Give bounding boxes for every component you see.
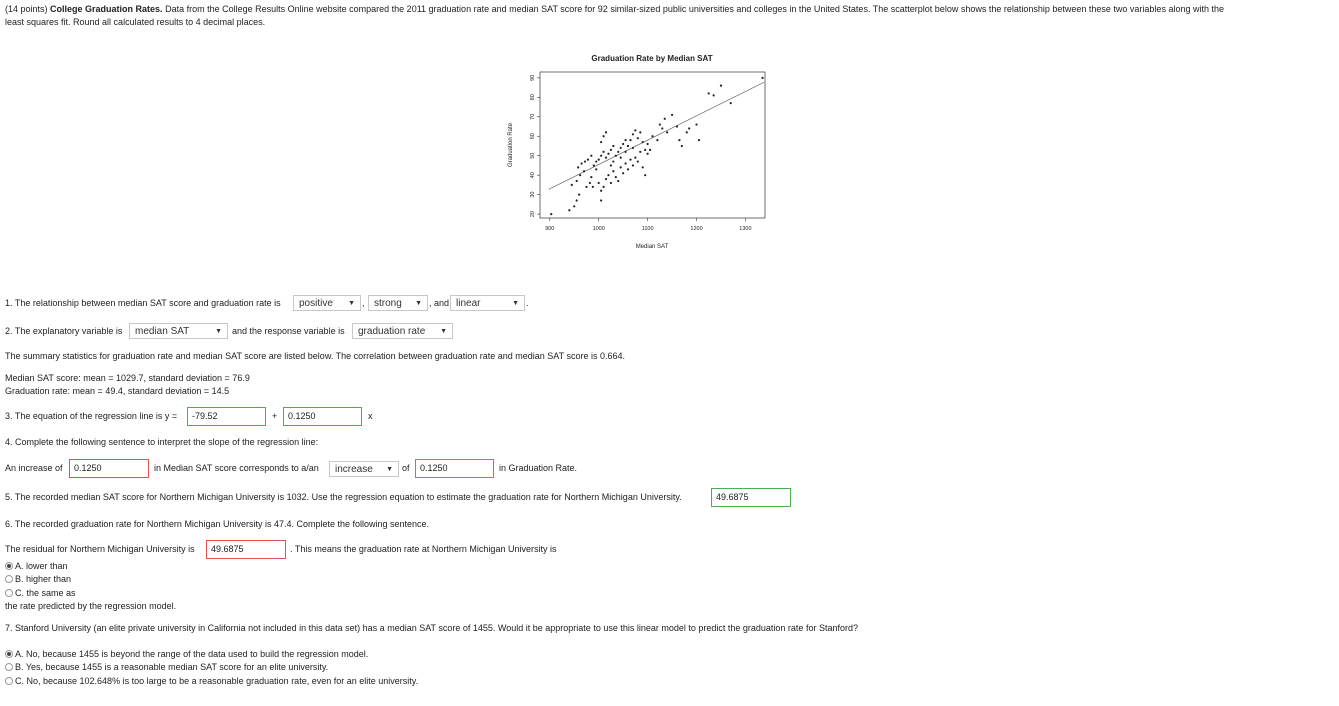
q6-option-a-radio[interactable] bbox=[5, 562, 13, 570]
data-point bbox=[730, 102, 732, 104]
x-tick-label: 900 bbox=[545, 226, 555, 232]
chevron-down-icon: ▼ bbox=[415, 300, 422, 307]
q4-increase-input[interactable]: 0.1250 bbox=[69, 459, 149, 478]
q1-strength-value: strong bbox=[374, 298, 402, 309]
data-point bbox=[615, 176, 617, 178]
data-point bbox=[629, 159, 631, 161]
q7-option-c-label[interactable]: C. No, because 102.648% is too large to be a reasonable graduation rate, even for an elite university. bbox=[15, 676, 419, 686]
problem-intro bbox=[5, 3, 1330, 29]
q2-explanatory-value: median SAT bbox=[135, 326, 190, 337]
q3-slope-input[interactable]: 0.1250 bbox=[283, 407, 362, 426]
q6-text-b: . This means the graduation rate at Northern Michigan University is bbox=[290, 544, 557, 554]
data-point bbox=[610, 182, 612, 184]
data-point bbox=[642, 166, 644, 168]
chevron-down-icon: ▼ bbox=[512, 300, 519, 307]
q1-form-select[interactable] bbox=[450, 295, 525, 311]
q1-strength-select[interactable] bbox=[368, 295, 428, 311]
data-point bbox=[607, 153, 609, 155]
data-point bbox=[584, 160, 586, 162]
data-point bbox=[593, 164, 595, 166]
x-tick-label: 1100 bbox=[641, 226, 654, 232]
q4-text-c: of bbox=[402, 463, 410, 473]
q7-prompt: 7. Stanford University (an elite private university in California not included in this data set) has a median SAT score of 1455. Would it be appropriate to use this linear model to predict the graduation rate for Stanford? bbox=[5, 623, 858, 633]
summary-grad: Graduation rate: mean = 49.4, standard deviation = 14.5 bbox=[5, 386, 230, 396]
data-point bbox=[720, 85, 722, 87]
data-point bbox=[587, 159, 589, 161]
q4-text-a: An increase of bbox=[5, 463, 63, 473]
data-point bbox=[612, 145, 614, 147]
q3-plus: + bbox=[272, 411, 278, 421]
q7-option-a-radio[interactable] bbox=[5, 650, 13, 658]
y-tick-label: 20 bbox=[530, 211, 536, 218]
data-point bbox=[612, 170, 614, 172]
data-point bbox=[577, 166, 579, 168]
q1-sep2: , and bbox=[429, 298, 450, 308]
data-point bbox=[676, 125, 678, 127]
data-point bbox=[617, 180, 619, 182]
data-point bbox=[624, 162, 626, 164]
data-point bbox=[580, 162, 582, 164]
chevron-down-icon: ▼ bbox=[348, 300, 355, 307]
data-point bbox=[642, 141, 644, 143]
problem-title: College Graduation Rates. bbox=[50, 4, 163, 14]
q2-explanatory-select[interactable] bbox=[129, 323, 228, 339]
data-point bbox=[602, 186, 604, 188]
q1-form-value: linear bbox=[456, 298, 481, 309]
data-point bbox=[627, 168, 629, 170]
data-point bbox=[571, 184, 573, 186]
q6-option-a-label[interactable]: A. lower than bbox=[15, 561, 68, 571]
data-point bbox=[550, 213, 552, 215]
data-point bbox=[649, 149, 651, 151]
data-point bbox=[644, 174, 646, 176]
data-point bbox=[622, 143, 624, 145]
q2-mid-text: and the response variable is bbox=[232, 326, 345, 336]
data-point bbox=[589, 182, 591, 184]
q7-option-b-label[interactable]: B. Yes, because 1455 is a reasonable median SAT score for an elite university. bbox=[15, 662, 329, 672]
data-point bbox=[598, 159, 600, 161]
data-point bbox=[590, 155, 592, 157]
q4-amount-input[interactable]: 0.1250 bbox=[415, 459, 494, 478]
data-point bbox=[761, 77, 763, 79]
q4-text-b: in Median SAT score corresponds to a/an bbox=[154, 463, 319, 473]
data-point bbox=[632, 147, 634, 149]
data-point bbox=[602, 135, 604, 137]
summary-intro: The summary statistics for graduation rate and median SAT score are listed below. The correlation between graduation rate and median SAT score is 0.664. bbox=[5, 351, 625, 361]
q6-option-c-label[interactable]: C. the same as bbox=[15, 588, 76, 598]
regression-line bbox=[549, 82, 764, 189]
data-point bbox=[637, 137, 639, 139]
intro-line2: least squares fit. Round all calculated results to 4 decimal places. bbox=[5, 17, 266, 27]
data-point bbox=[686, 131, 688, 133]
chevron-down-icon: ▼ bbox=[440, 328, 447, 335]
data-point bbox=[576, 199, 578, 201]
q5-prompt: 5. The recorded median SAT score for Northern Michigan University is 1032. Use the regression equation to estimate the graduation rate for Northern Michigan University. bbox=[5, 492, 682, 502]
data-point bbox=[644, 149, 646, 151]
q6-tail: the rate predicted by the regression model. bbox=[5, 601, 177, 611]
data-point bbox=[661, 127, 663, 129]
q3-intercept-input[interactable]: -79.52 bbox=[187, 407, 266, 426]
q5-estimate-input[interactable]: 49.6875 bbox=[711, 488, 791, 507]
q2-prompt: 2. The explanatory variable is bbox=[5, 326, 123, 336]
data-point bbox=[713, 94, 715, 96]
q1-direction-select[interactable] bbox=[293, 295, 361, 311]
q6-prompt: 6. The recorded graduation rate for Northern Michigan University is 47.4. Complete the following sentence. bbox=[5, 519, 430, 529]
data-point bbox=[634, 129, 636, 131]
data-point bbox=[605, 131, 607, 133]
q3-x: x bbox=[368, 411, 373, 421]
data-point bbox=[688, 127, 690, 129]
q7-option-c-radio[interactable] bbox=[5, 677, 13, 685]
data-point bbox=[578, 194, 580, 196]
data-point bbox=[568, 209, 570, 211]
q2-response-select[interactable] bbox=[352, 323, 453, 339]
data-point bbox=[678, 139, 680, 141]
data-point bbox=[573, 205, 575, 207]
q7-option-b-radio[interactable] bbox=[5, 663, 13, 671]
data-point bbox=[681, 145, 683, 147]
data-point bbox=[695, 123, 697, 125]
y-tick-label: 80 bbox=[530, 94, 536, 101]
intro-line1: Data from the College Results Online website compared the 2011 graduation rate and median SAT score for 92 similar-sized public universities and colleges in the United States. The scatterplot below shows the relationship between these two variables along with the bbox=[162, 4, 1224, 14]
data-point bbox=[622, 172, 624, 174]
data-point bbox=[647, 153, 649, 155]
data-point bbox=[620, 157, 622, 159]
data-point bbox=[666, 131, 668, 133]
y-tick-label: 90 bbox=[530, 74, 536, 81]
data-point bbox=[592, 186, 594, 188]
data-point bbox=[595, 168, 597, 170]
q6-residual-input[interactable]: 49.6875 bbox=[206, 540, 286, 559]
data-point bbox=[634, 157, 636, 159]
y-axis-label: Graduation Rate bbox=[508, 122, 514, 168]
data-point bbox=[607, 174, 609, 176]
data-point bbox=[602, 151, 604, 153]
data-point bbox=[651, 135, 653, 137]
x-axis-label: Median SAT bbox=[635, 244, 669, 250]
data-point bbox=[671, 114, 673, 116]
q4-direction-select[interactable] bbox=[329, 461, 399, 477]
data-point bbox=[590, 176, 592, 178]
data-point bbox=[600, 155, 602, 157]
data-point bbox=[595, 160, 597, 162]
y-tick-label: 40 bbox=[530, 172, 536, 179]
q4-text-d: in Graduation Rate. bbox=[499, 463, 578, 473]
q4-direction-value: increase bbox=[335, 464, 373, 475]
q1-direction-value: positive bbox=[299, 298, 333, 309]
q7-option-a-label[interactable]: A. No, because 1455 is beyond the range of the data used to build the regression model. bbox=[15, 649, 369, 659]
q2-response-value: graduation rate bbox=[358, 326, 426, 337]
data-point bbox=[610, 164, 612, 166]
data-point bbox=[600, 199, 602, 201]
q6-text-a: The residual for Northern Michigan University is bbox=[5, 544, 195, 554]
chevron-down-icon: ▼ bbox=[386, 466, 393, 473]
data-point bbox=[579, 174, 581, 176]
data-point bbox=[612, 160, 614, 162]
data-point bbox=[632, 164, 634, 166]
q1-sep1: , bbox=[362, 298, 365, 308]
plot-frame bbox=[540, 72, 765, 218]
data-point bbox=[598, 182, 600, 184]
data-point bbox=[583, 170, 585, 172]
q6-option-b-label[interactable]: B. higher than bbox=[15, 574, 72, 584]
points-label: (14 points) bbox=[5, 4, 51, 14]
x-tick-label: 1000 bbox=[592, 226, 605, 232]
y-tick-label: 30 bbox=[530, 191, 536, 198]
data-point bbox=[620, 166, 622, 168]
data-point bbox=[615, 155, 617, 157]
q1-sep3: . bbox=[526, 298, 529, 308]
q1-prompt: 1. The relationship between median SAT score and graduation rate is bbox=[5, 298, 281, 308]
q4-prompt: 4. Complete the following sentence to interpret the slope of the regression line: bbox=[5, 437, 319, 447]
data-point bbox=[600, 141, 602, 143]
y-tick-label: 50 bbox=[530, 152, 536, 159]
x-tick-label: 1300 bbox=[739, 226, 752, 232]
data-point bbox=[585, 186, 587, 188]
data-point bbox=[639, 131, 641, 133]
scatterplot-chart bbox=[500, 48, 790, 258]
data-point bbox=[576, 180, 578, 182]
data-point bbox=[600, 190, 602, 192]
data-point bbox=[632, 133, 634, 135]
q3-prompt: 3. The equation of the regression line is y = bbox=[5, 411, 178, 421]
summary-sat: Median SAT score: mean = 1029.7, standard deviation = 76.9 bbox=[5, 373, 250, 383]
chevron-down-icon: ▼ bbox=[215, 328, 222, 335]
data-point bbox=[605, 157, 607, 159]
data-point bbox=[624, 151, 626, 153]
q6-option-b-radio[interactable] bbox=[5, 575, 13, 583]
data-point bbox=[620, 147, 622, 149]
data-point bbox=[605, 178, 607, 180]
data-point bbox=[627, 145, 629, 147]
data-point bbox=[624, 139, 626, 141]
data-point bbox=[659, 123, 661, 125]
data-point bbox=[664, 118, 666, 120]
data-point bbox=[708, 92, 710, 94]
data-point bbox=[610, 149, 612, 151]
data-point bbox=[698, 139, 700, 141]
data-point bbox=[617, 151, 619, 153]
data-point bbox=[629, 139, 631, 141]
data-point bbox=[647, 143, 649, 145]
data-point bbox=[656, 139, 658, 141]
chart-title: Graduation Rate by Median SAT bbox=[591, 54, 713, 63]
data-point bbox=[637, 160, 639, 162]
y-tick-label: 60 bbox=[530, 133, 536, 140]
q6-option-c-radio[interactable] bbox=[5, 589, 13, 597]
y-tick-label: 70 bbox=[530, 113, 536, 120]
x-tick-label: 1200 bbox=[690, 226, 703, 232]
data-point bbox=[639, 151, 641, 153]
